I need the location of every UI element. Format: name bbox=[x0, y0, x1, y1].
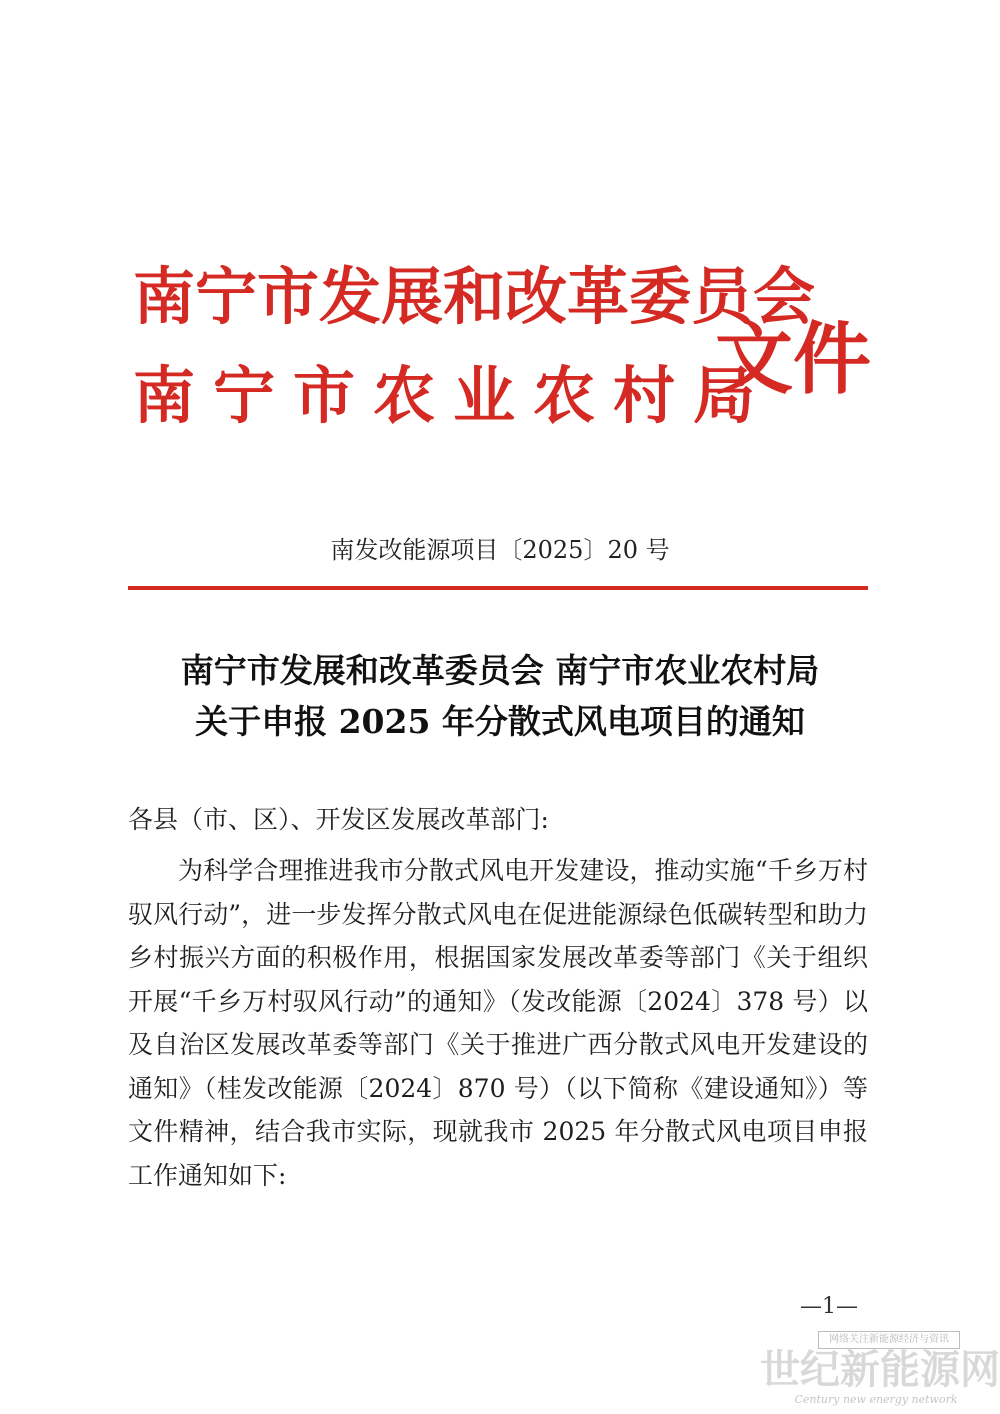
salutation: 各县（市、区）、开发区发展改革部门: bbox=[128, 805, 549, 834]
page-number: —1— bbox=[800, 1294, 858, 1319]
issuer-name-2: 南宁市农业农村局 bbox=[133, 359, 774, 432]
body-paragraph: 为科学合理推进我市分散式风电开发建设，推动实施“千乡万村驭风行动”，进一步发挥分散式风电在促进能源绿色低碳转型和助力乡村振兴方面的积极作用，根据国家发展改革委等部门《关于组织开展“千乡万村驭风行动”的通知》（发改能源〔2024〕378 号）以及自治区发展改革委等部门《关于推进广西分散式风电开发建设的通知》（桂发改能源〔2024〕870 号）（以下简称《建设通知》）等文件精神，结合我市实际，现就我市 2025 年分散式风电项目申报工作通知如下: bbox=[128, 856, 868, 1190]
red-divider bbox=[128, 586, 868, 590]
document-type-label: 文件 bbox=[715, 315, 872, 405]
watermark-logo-text: 世纪新能源网 bbox=[760, 1347, 1000, 1393]
watermark-banner: 网络关注新能源经济与资讯 bbox=[818, 1331, 960, 1349]
document-header bbox=[0, 0, 1000, 440]
notice-title-line-1: 南宁市发展和改革委员会 南宁市农业农村局 bbox=[180, 651, 820, 690]
watermark-subtitle: Century new energy network bbox=[794, 1393, 958, 1406]
issuer-name-1: 南宁市发展和改革委员会 bbox=[133, 260, 816, 333]
document-number: 南发改能源项目〔2025〕20 号 bbox=[330, 536, 670, 564]
notice-title-line-2: 关于申报 2025 年分散式风电项目的通知 bbox=[195, 702, 805, 741]
